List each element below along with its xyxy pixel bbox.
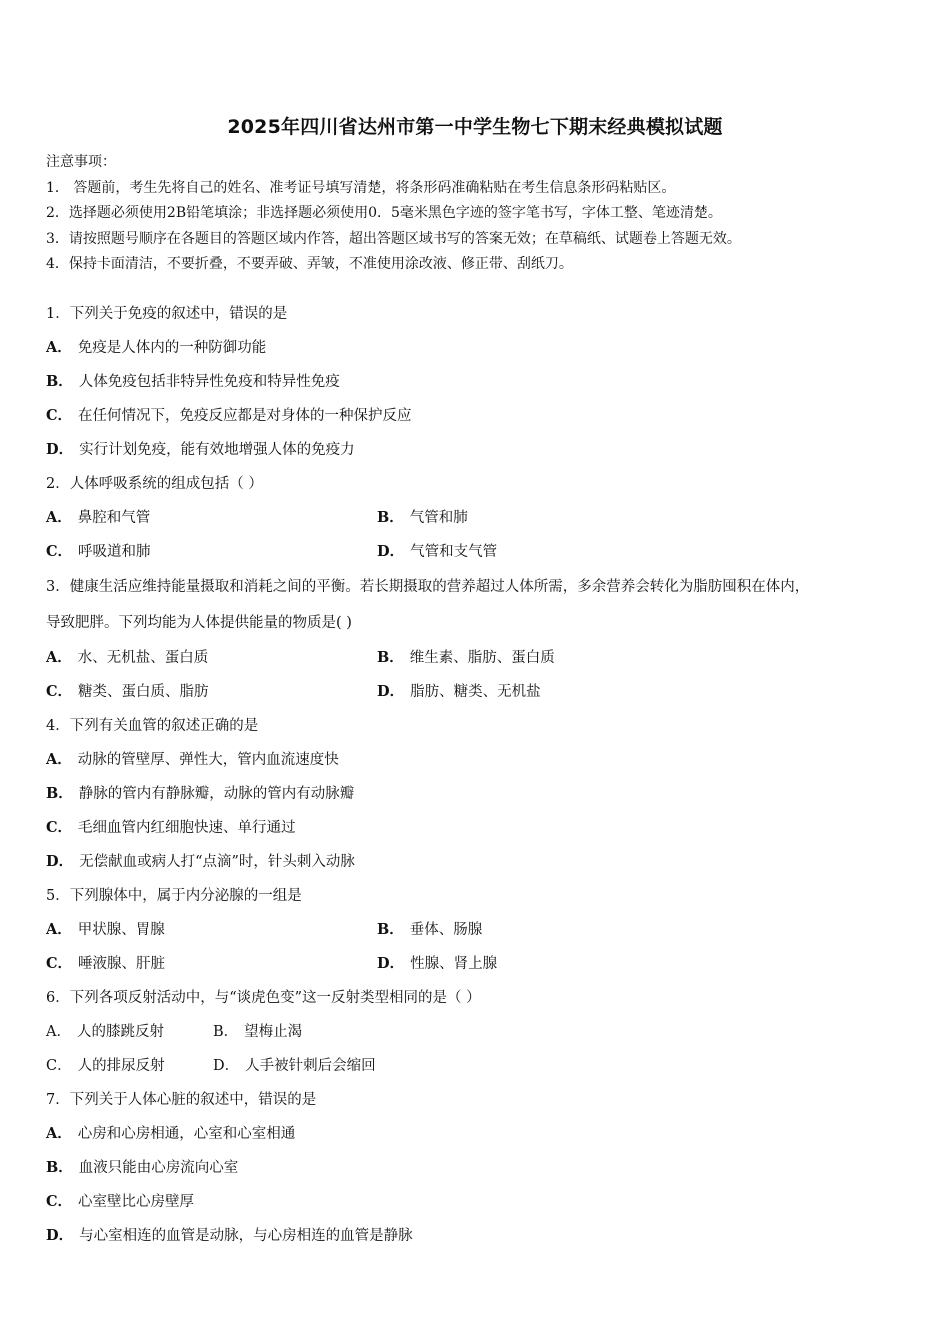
option-text: 气管和肺 xyxy=(409,510,468,526)
option-letter: C． xyxy=(46,819,73,836)
question-option xyxy=(46,510,150,526)
option-text: 维生素、脂肪、蛋白质 xyxy=(409,650,555,666)
question-option xyxy=(377,675,541,709)
question-stem: 5．下列腺体中，属于内分泌腺的一组是 xyxy=(46,888,302,904)
notice-item: 4．保持卡面清洁，不要折叠，不要弄破、弄皱，不准使用涂改液、修正带、刮纸刀。 xyxy=(46,256,573,272)
option-text: 望梅止渴 xyxy=(244,1024,303,1040)
question-option xyxy=(46,922,165,938)
question-option-row xyxy=(46,1049,926,1083)
option-text: 人的膝跳反射 xyxy=(76,1024,164,1040)
question-option xyxy=(377,535,497,569)
option-text: 性腺、肾上腺 xyxy=(410,956,498,972)
option-text: 与心室相连的血管是动脉，与心房相连的血管是静脉 xyxy=(79,1228,413,1244)
option-text: 唾液腺、肝脏 xyxy=(78,956,166,972)
option-text: 人体免疫包括非特异性免疫和特异性免疫 xyxy=(78,374,340,390)
option-text: 血液只能由心房流向心室 xyxy=(78,1160,239,1176)
question-option-row xyxy=(46,535,926,569)
question-stem: 6．下列各项反射活动中，与“谈虎色变”这一反射类型相同的是（ ） xyxy=(46,990,481,1006)
question-option-row xyxy=(46,675,926,709)
question-option xyxy=(46,365,926,399)
question-option xyxy=(46,544,151,560)
option-text: 糖类、蛋白质、脂肪 xyxy=(78,684,209,700)
question-option xyxy=(46,1219,926,1253)
option-text: 人的排尿反射 xyxy=(77,1058,165,1074)
option-letter: D． xyxy=(46,1227,74,1244)
option-text: 垂体、肠腺 xyxy=(409,922,483,938)
question-stem: 2．人体呼吸系统的组成包括（ ） xyxy=(46,476,263,492)
option-letter: D． xyxy=(46,853,74,870)
question-option xyxy=(46,1117,926,1151)
notice-item: 3．请按照题号顺序在各题目的答题区域内作答，超出答题区域书写的答案无效；在草稿纸、试题卷上答题无效。 xyxy=(46,230,741,247)
question-option xyxy=(46,650,208,666)
option-text: 实行计划免疫，能有效地增强人体的免疫力 xyxy=(79,442,355,458)
question-option xyxy=(377,913,482,947)
option-text: 气管和支气管 xyxy=(410,544,498,560)
option-letter: A． xyxy=(46,921,72,938)
question-stem-continued: 导致肥胖。下列均能为人体提供能量的物质是( ) xyxy=(46,615,352,631)
question-option xyxy=(46,956,165,972)
option-letter: C． xyxy=(46,955,73,972)
notice-item: 1． 答题前，考生先将自己的姓名、准考证号填写清楚，将条形码准确粘贴在考生信息条形码粘贴区。 xyxy=(46,179,676,196)
option-text: 人手被针刺后会缩回 xyxy=(245,1058,376,1074)
option-text: 水、无机盐、蛋白质 xyxy=(77,650,209,666)
question-option xyxy=(46,845,926,879)
option-text: 免疫是人体内的一种防御功能 xyxy=(77,340,267,356)
question-list xyxy=(46,297,926,1253)
question-option xyxy=(46,399,926,433)
option-letter: B． xyxy=(46,373,73,390)
question-option xyxy=(46,777,926,811)
option-text: 在任何情况下，免疫反应都是对身体的一种保护反应 xyxy=(78,408,412,424)
question-option xyxy=(213,1049,376,1083)
question-option xyxy=(46,331,926,365)
option-text: 无偿献血或病人打“点滴”时，针头刺入动脉 xyxy=(79,854,355,870)
option-text: 甲状腺、胃腺 xyxy=(77,922,165,938)
option-text: 心房和心房相通，心室和心室相通 xyxy=(77,1126,296,1142)
notice-heading: 注意事项： xyxy=(46,154,116,170)
option-letter: C． xyxy=(46,683,73,700)
option-text: 动脉的管壁厚、弹性大，管内血流速度快 xyxy=(77,752,339,768)
question-option xyxy=(46,684,209,700)
question-option-row xyxy=(46,1015,926,1049)
option-letter: A． xyxy=(46,1024,71,1040)
question-option-row xyxy=(46,947,926,981)
option-text: 静脉的管内有静脉瓣，动脉的管内有动脉瓣 xyxy=(78,786,355,802)
question-option xyxy=(46,1185,926,1219)
notice-block xyxy=(46,150,926,278)
option-text: 心室壁比心房壁厚 xyxy=(78,1194,195,1210)
question-option xyxy=(46,743,926,777)
option-letter: B． xyxy=(377,921,404,938)
option-letter: B． xyxy=(213,1024,239,1040)
option-letter: B． xyxy=(46,785,73,802)
question-option xyxy=(377,501,468,535)
question-stem: 7．下列关于人体心脏的叙述中，错误的是 xyxy=(46,1092,317,1108)
question-option-row xyxy=(46,913,926,947)
option-letter: C． xyxy=(46,1193,73,1210)
option-letter: D． xyxy=(377,683,405,700)
question-option xyxy=(213,1015,302,1049)
option-text: 鼻腔和气管 xyxy=(77,510,151,526)
option-letter: D． xyxy=(377,955,405,972)
page-title: 2025年四川省达州市第一中学生物七下期末经典模拟试题 xyxy=(227,116,723,138)
question-option xyxy=(46,1058,165,1074)
option-letter: C． xyxy=(46,407,73,424)
question-option-row xyxy=(46,501,926,535)
question-option xyxy=(377,641,555,675)
notice-item: 2．选择题必须使用2B铅笔填涂；非选择题必须使用0．5毫米黑色字迹的签字笔书写，字体工整、笔迹清楚。 xyxy=(46,205,722,221)
question-stem: 4．下列有关血管的叙述正确的是 xyxy=(46,718,259,734)
option-letter: B． xyxy=(377,649,404,666)
question-option xyxy=(377,947,497,981)
question-stem: 1．下列关于免疫的叙述中，错误的是 xyxy=(46,306,288,322)
option-letter: D． xyxy=(213,1058,240,1074)
option-text: 毛细血管内红细胞快速、单行通过 xyxy=(78,820,296,836)
option-letter: D． xyxy=(46,441,74,458)
question-option xyxy=(46,811,926,845)
option-letter: A． xyxy=(46,1125,72,1142)
option-letter: B． xyxy=(377,509,404,526)
option-letter: D． xyxy=(377,543,405,560)
option-text: 脂肪、糖类、无机盐 xyxy=(410,684,541,700)
option-letter: B． xyxy=(46,1159,73,1176)
question-option-row xyxy=(46,641,926,675)
option-text: 呼吸道和肺 xyxy=(78,544,151,560)
question-option xyxy=(46,433,926,467)
option-letter: C． xyxy=(46,1058,72,1074)
option-letter: C． xyxy=(46,543,73,560)
option-letter: A． xyxy=(46,751,72,768)
question-option xyxy=(46,1151,926,1185)
option-letter: A． xyxy=(46,649,72,666)
option-letter: A． xyxy=(46,339,72,356)
option-letter: A． xyxy=(46,509,72,526)
question-option xyxy=(46,1024,164,1040)
question-stem: 3．健康生活应维持能量摄取和消耗之间的平衡。若长期摄取的营养超过人体所需，多余营养会转化为脂肪囤积在体内， xyxy=(46,579,810,595)
